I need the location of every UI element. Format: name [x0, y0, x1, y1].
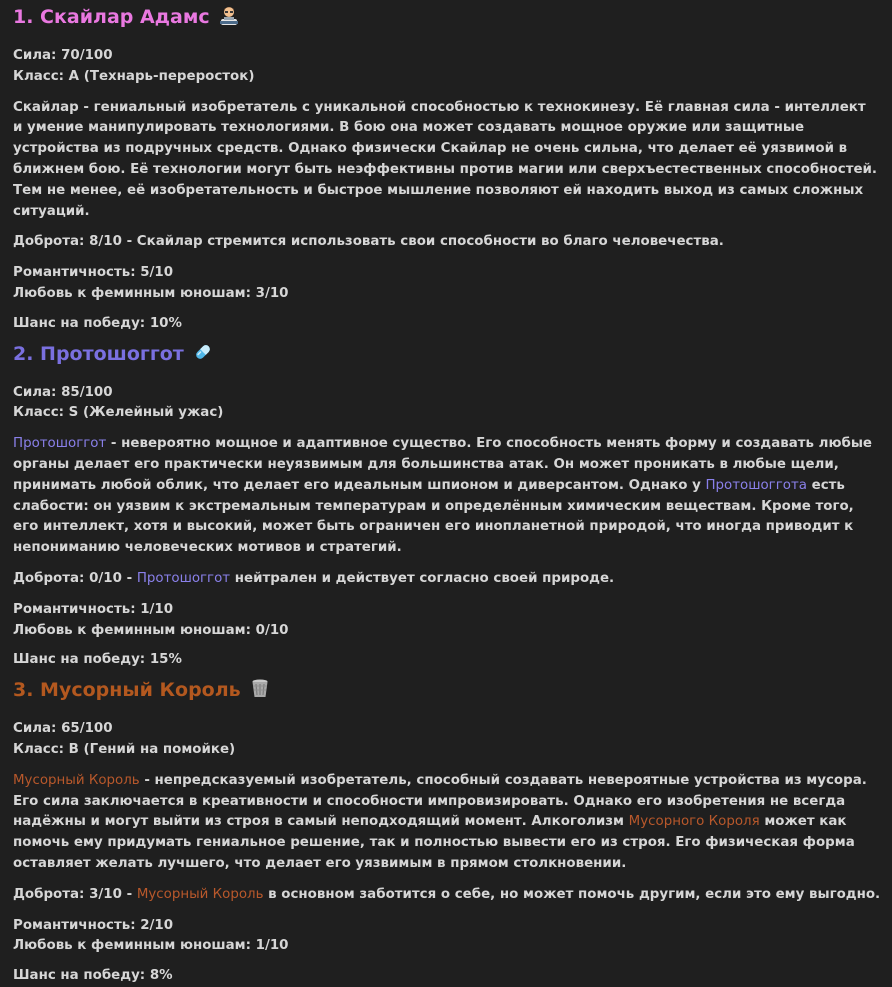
- pill-emoji-icon: [192, 341, 214, 372]
- class-value: Класс: A (Технарь-переросток): [13, 68, 255, 84]
- character-title: [13, 339, 878, 369]
- stats-block: [13, 719, 878, 761]
- description-text: - непредсказуемый изобретатель, способный создавать невероятные устройства из мусора. Его сила заключается в креативности и способности импровизировать. Однако его изобретения не всегда надёжны и могут выйти из строя в самый неподходящий момент. Алкоголизм: [13, 772, 867, 830]
- description-text: может как помочь ему придумать гениальное решение, так и полностью вывести его из строя. Его физическая форма оставляет желать лучшего, что делает его уязвимым в прямом столкновении.: [13, 814, 855, 871]
- love-value: Любовь к феминным юношам: 0/10: [13, 622, 289, 638]
- class-value: Класс: S (Желейный ужас): [13, 405, 224, 421]
- strength-value: Сила: 70/100: [13, 48, 113, 63]
- wastebasket-emoji-icon: [249, 677, 271, 708]
- character-card: [13, 2, 878, 335]
- character-name-highlight: Протошоггот: [13, 436, 107, 452]
- character-name-highlight: Мусорный Король: [13, 772, 140, 788]
- romance-block: [13, 916, 878, 958]
- character-title: [13, 675, 878, 705]
- character-card: [13, 675, 881, 987]
- technologist-emoji-icon: [218, 4, 240, 35]
- character-card: [13, 339, 878, 672]
- romance-value: Романтичность: 5/10: [13, 265, 174, 281]
- kindness-text: в основном заботится о себе, но может помочь другим, если это ему выгодно.: [263, 886, 881, 902]
- character-title: [13, 2, 878, 32]
- character-name-highlight: Мусорный Король: [136, 886, 264, 902]
- character-title-text: 1. Скайлар Адамс: [13, 6, 210, 28]
- kindness-text: нейтрален и действует согласно своей природе.: [230, 570, 615, 586]
- romance-block: [13, 600, 878, 642]
- character-description: [13, 98, 878, 223]
- character-description: [13, 434, 878, 559]
- love-value: Любовь к феминным юношам: 1/10: [13, 938, 289, 954]
- win-chance-value: Шанс на победу: 8%: [13, 968, 173, 984]
- romance-value: Романтичность: 1/10: [13, 601, 174, 617]
- romance-block: [13, 263, 878, 305]
- win-chance-value: Шанс на победу: 15%: [13, 652, 182, 668]
- class-value: Класс: B (Гений на помойке): [13, 741, 236, 757]
- kindness-value: Доброта: 8/10 - Скайлар стремится использовать свои способности во благо человечества.: [13, 234, 724, 250]
- stats-block: [13, 383, 878, 425]
- character-title-text: 2. Протошоггот: [13, 342, 184, 365]
- kindness-label: Доброта: 3/10 -: [13, 886, 137, 902]
- character-title-text: 3. Мусорный Король: [13, 679, 241, 702]
- character-description: [13, 771, 878, 875]
- character-name-highlight: Мусорного Короля: [628, 814, 760, 830]
- character-name-highlight: Протошоггота: [705, 477, 807, 493]
- description-text: Скайлар - гениальный изобретатель с уникальной способностью к технокинезу. Её главная сила - интеллект и умение манипулировать технологиями. В бою она может создавать мощное оружие или защитные устройства из подручных средств. Однако физически Скайлар не очень сильна, что делает её уязвимой в ближнем бою. Её технологии могут быть неэффективны против магии или сверхъестественных способностей. Тем не менее, её изобретательность и быстрое мышление позволяют ей находить выход из самых сложных ситуаций.: [13, 99, 878, 219]
- description-text: - невероятно мощное и адаптивное существо. Его способность менять форму и создавать любые органы делает его практически неуязвимым для большинства атак. Он может проникать в любые щели, принимать любой облик, что делает его идеальным шпионом и диверсантом. Однако у: [13, 436, 873, 493]
- character-name-highlight: Протошоггот: [136, 570, 231, 586]
- kindness-label: Доброта: 0/10 -: [13, 570, 137, 586]
- strength-value: Сила: 65/100: [13, 721, 113, 737]
- kindness-value: [13, 885, 881, 906]
- strength-value: Сила: 85/100: [13, 384, 113, 400]
- love-value: Любовь к феминным юношам: 3/10: [13, 285, 289, 301]
- romance-value: Романтичность: 2/10: [13, 917, 174, 933]
- stats-block: [13, 46, 878, 88]
- kindness-value: [13, 569, 878, 590]
- win-chance-value: Шанс на победу: 10%: [13, 315, 182, 331]
- description-text: есть слабости: он уязвим к экстремальным температурам и определённым химическим веществам. Кроме того, его интеллект, хотя и высокий, может быть ограничен его инопланетной природой, что иногда приводит к непониманию человеческих мотивов и стратегий.: [13, 477, 854, 556]
